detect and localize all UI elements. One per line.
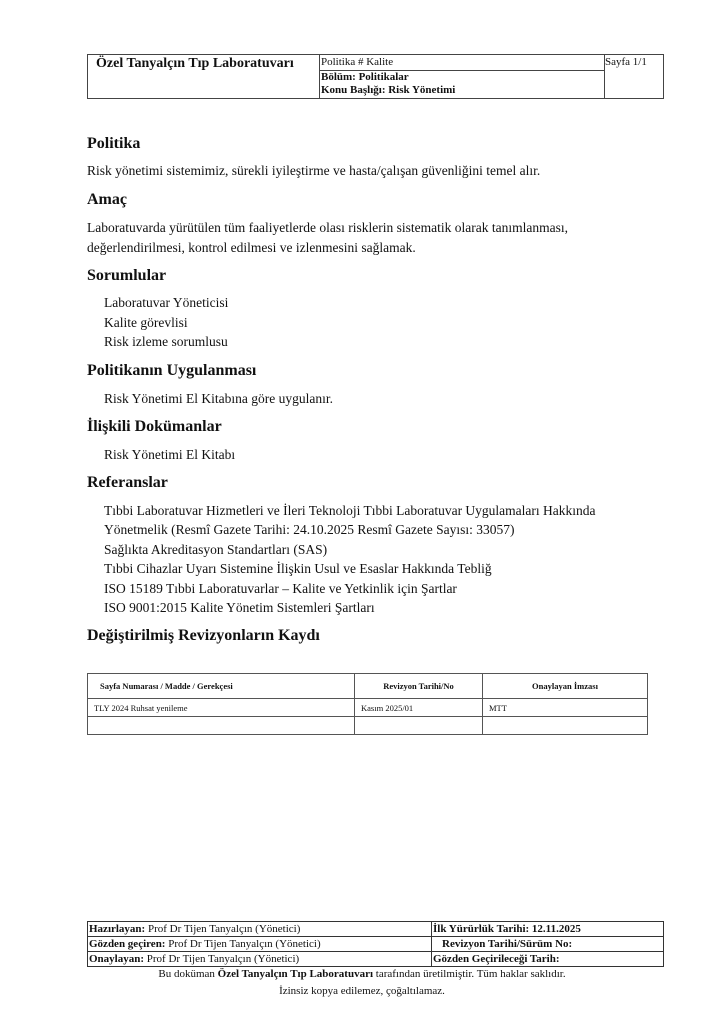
table-cell: Kasım 2025/01	[355, 699, 483, 717]
prepared-by-value: Prof Dr Tijen Tanyalçın (Yönetici)	[145, 923, 301, 935]
table-cell	[88, 717, 355, 735]
approved-by	[88, 952, 432, 967]
reviewed-by	[88, 937, 432, 952]
section-label: Bölüm: Politikalar	[321, 71, 409, 83]
prepared-by-label: Hazırlayan:	[89, 923, 146, 935]
reviewed-by-label: Gözden geçiren:	[89, 938, 166, 950]
iliskili-heading: İlişkili Dokümanlar	[87, 418, 222, 435]
copyright-line-2: İzinsiz kopya edilemez, çoğaltılamaz.	[279, 985, 445, 997]
footer-table	[87, 921, 664, 967]
amac-text-2: değerlendirilmesi, kontrol edilmesi ve izlenmesini sağlamak.	[87, 240, 416, 255]
amac-heading: Amaç	[87, 191, 127, 208]
header-org-cell	[88, 55, 320, 98]
reviewed-by-value: Prof Dr Tijen Tanyalçın (Yönetici)	[165, 938, 321, 950]
uygulama-text: Risk Yönetimi El Kitabına göre uygulanır.	[104, 391, 333, 406]
uygulama-heading: Politikanın Uygulanması	[87, 362, 257, 379]
sorumlular-heading: Sorumlular	[87, 267, 167, 284]
table-cell	[483, 717, 648, 735]
effective-date-text: İlk Yürürlük Tarihi: 12.11.2025	[433, 923, 581, 935]
referans-item: Tıbbi Laboratuvar Hizmetleri ve İleri Teknoloji Tıbbi Laboratuvar Uygulamaları Hakkında	[104, 503, 596, 518]
org-name: Özel Tanyalçın Tıp Laboratuvarı	[96, 56, 294, 71]
table-header-row	[88, 674, 648, 699]
page-number: Sayfa 1/1	[605, 56, 647, 68]
header-info-cell	[319, 55, 605, 98]
referans-item: Yönetmelik (Resmî Gazete Tarihi: 24.10.2025 Resmî Gazete Sayısı: 33057)	[104, 522, 515, 537]
table-row	[88, 717, 648, 735]
approved-by-label: Onaylayan:	[89, 953, 145, 965]
revizyon-heading: Değiştirilmiş Revizyonların Kaydı	[87, 627, 320, 644]
politika-text: Risk yönetimi sistemimiz, sürekli iyileştirme ve hasta/çalışan güvenliğini temel alır.	[87, 163, 541, 178]
sorumlu-item: Laboratuvar Yöneticisi	[104, 295, 229, 310]
table-cell: MTT	[483, 699, 648, 717]
iliskili-text: Risk Yönetimi El Kitabı	[104, 447, 236, 462]
referans-item: Tıbbi Cihazlar Uyarı Sistemine İlişkin Usul ve Esaslar Hakkında Tebliğ	[104, 561, 492, 576]
table-row	[88, 699, 648, 717]
prepared-by	[88, 922, 432, 937]
referans-item: ISO 15189 Tıbbi Laboratuvarlar – Kalite ve Yetkinlik için Şartlar	[104, 581, 457, 596]
column-header: Onaylayan İmzası	[483, 674, 648, 699]
copyright-line-1	[87, 968, 637, 980]
referans-item: ISO 9001:2015 Kalite Yönetim Sistemleri Şartları	[104, 600, 375, 615]
document-header	[87, 54, 664, 99]
review-date-text: Gözden Geçirileceği Tarih:	[433, 953, 560, 965]
revision-table	[87, 673, 648, 735]
policy-number: Politika # Kalite	[319, 55, 604, 71]
table-cell	[355, 717, 483, 735]
amac-text-1: Laboratuvarda yürütülen tüm faaliyetlerde olası risklerin sistematik olarak tanımlanması,	[87, 220, 568, 235]
copyright-post: tarafından üretilmiştir. Tüm haklar saklıdır.	[373, 968, 566, 980]
sorumlu-item: Risk izleme sorumlusu	[104, 334, 228, 349]
topic-label: Konu Başlığı: Risk Yönetimi	[321, 84, 456, 96]
sorumlu-item: Kalite görevlisi	[104, 315, 188, 330]
copyright-pre: Bu doküman	[158, 968, 218, 980]
table-cell: TLY 2024 Ruhsat yenileme	[88, 699, 355, 717]
column-header: Revizyon Tarihi/No	[355, 674, 483, 699]
politika-heading: Politika	[87, 135, 141, 152]
review-date	[432, 952, 664, 967]
referans-item: Sağlıkta Akreditasyon Standartları (SAS)	[104, 542, 328, 557]
approved-by-value: Prof Dr Tijen Tanyalçın (Yönetici)	[144, 953, 300, 965]
effective-date	[432, 922, 664, 937]
revision-info	[432, 937, 664, 952]
copyright-org: Özel Tanyalçın Tıp Laboratuvarı	[217, 968, 374, 980]
column-header: Sayfa Numarası / Madde / Gerekçesi	[88, 674, 355, 699]
referanslar-heading: Referanslar	[87, 474, 168, 491]
revision-info-text: Revizyon Tarihi/Sürüm No:	[442, 938, 573, 950]
